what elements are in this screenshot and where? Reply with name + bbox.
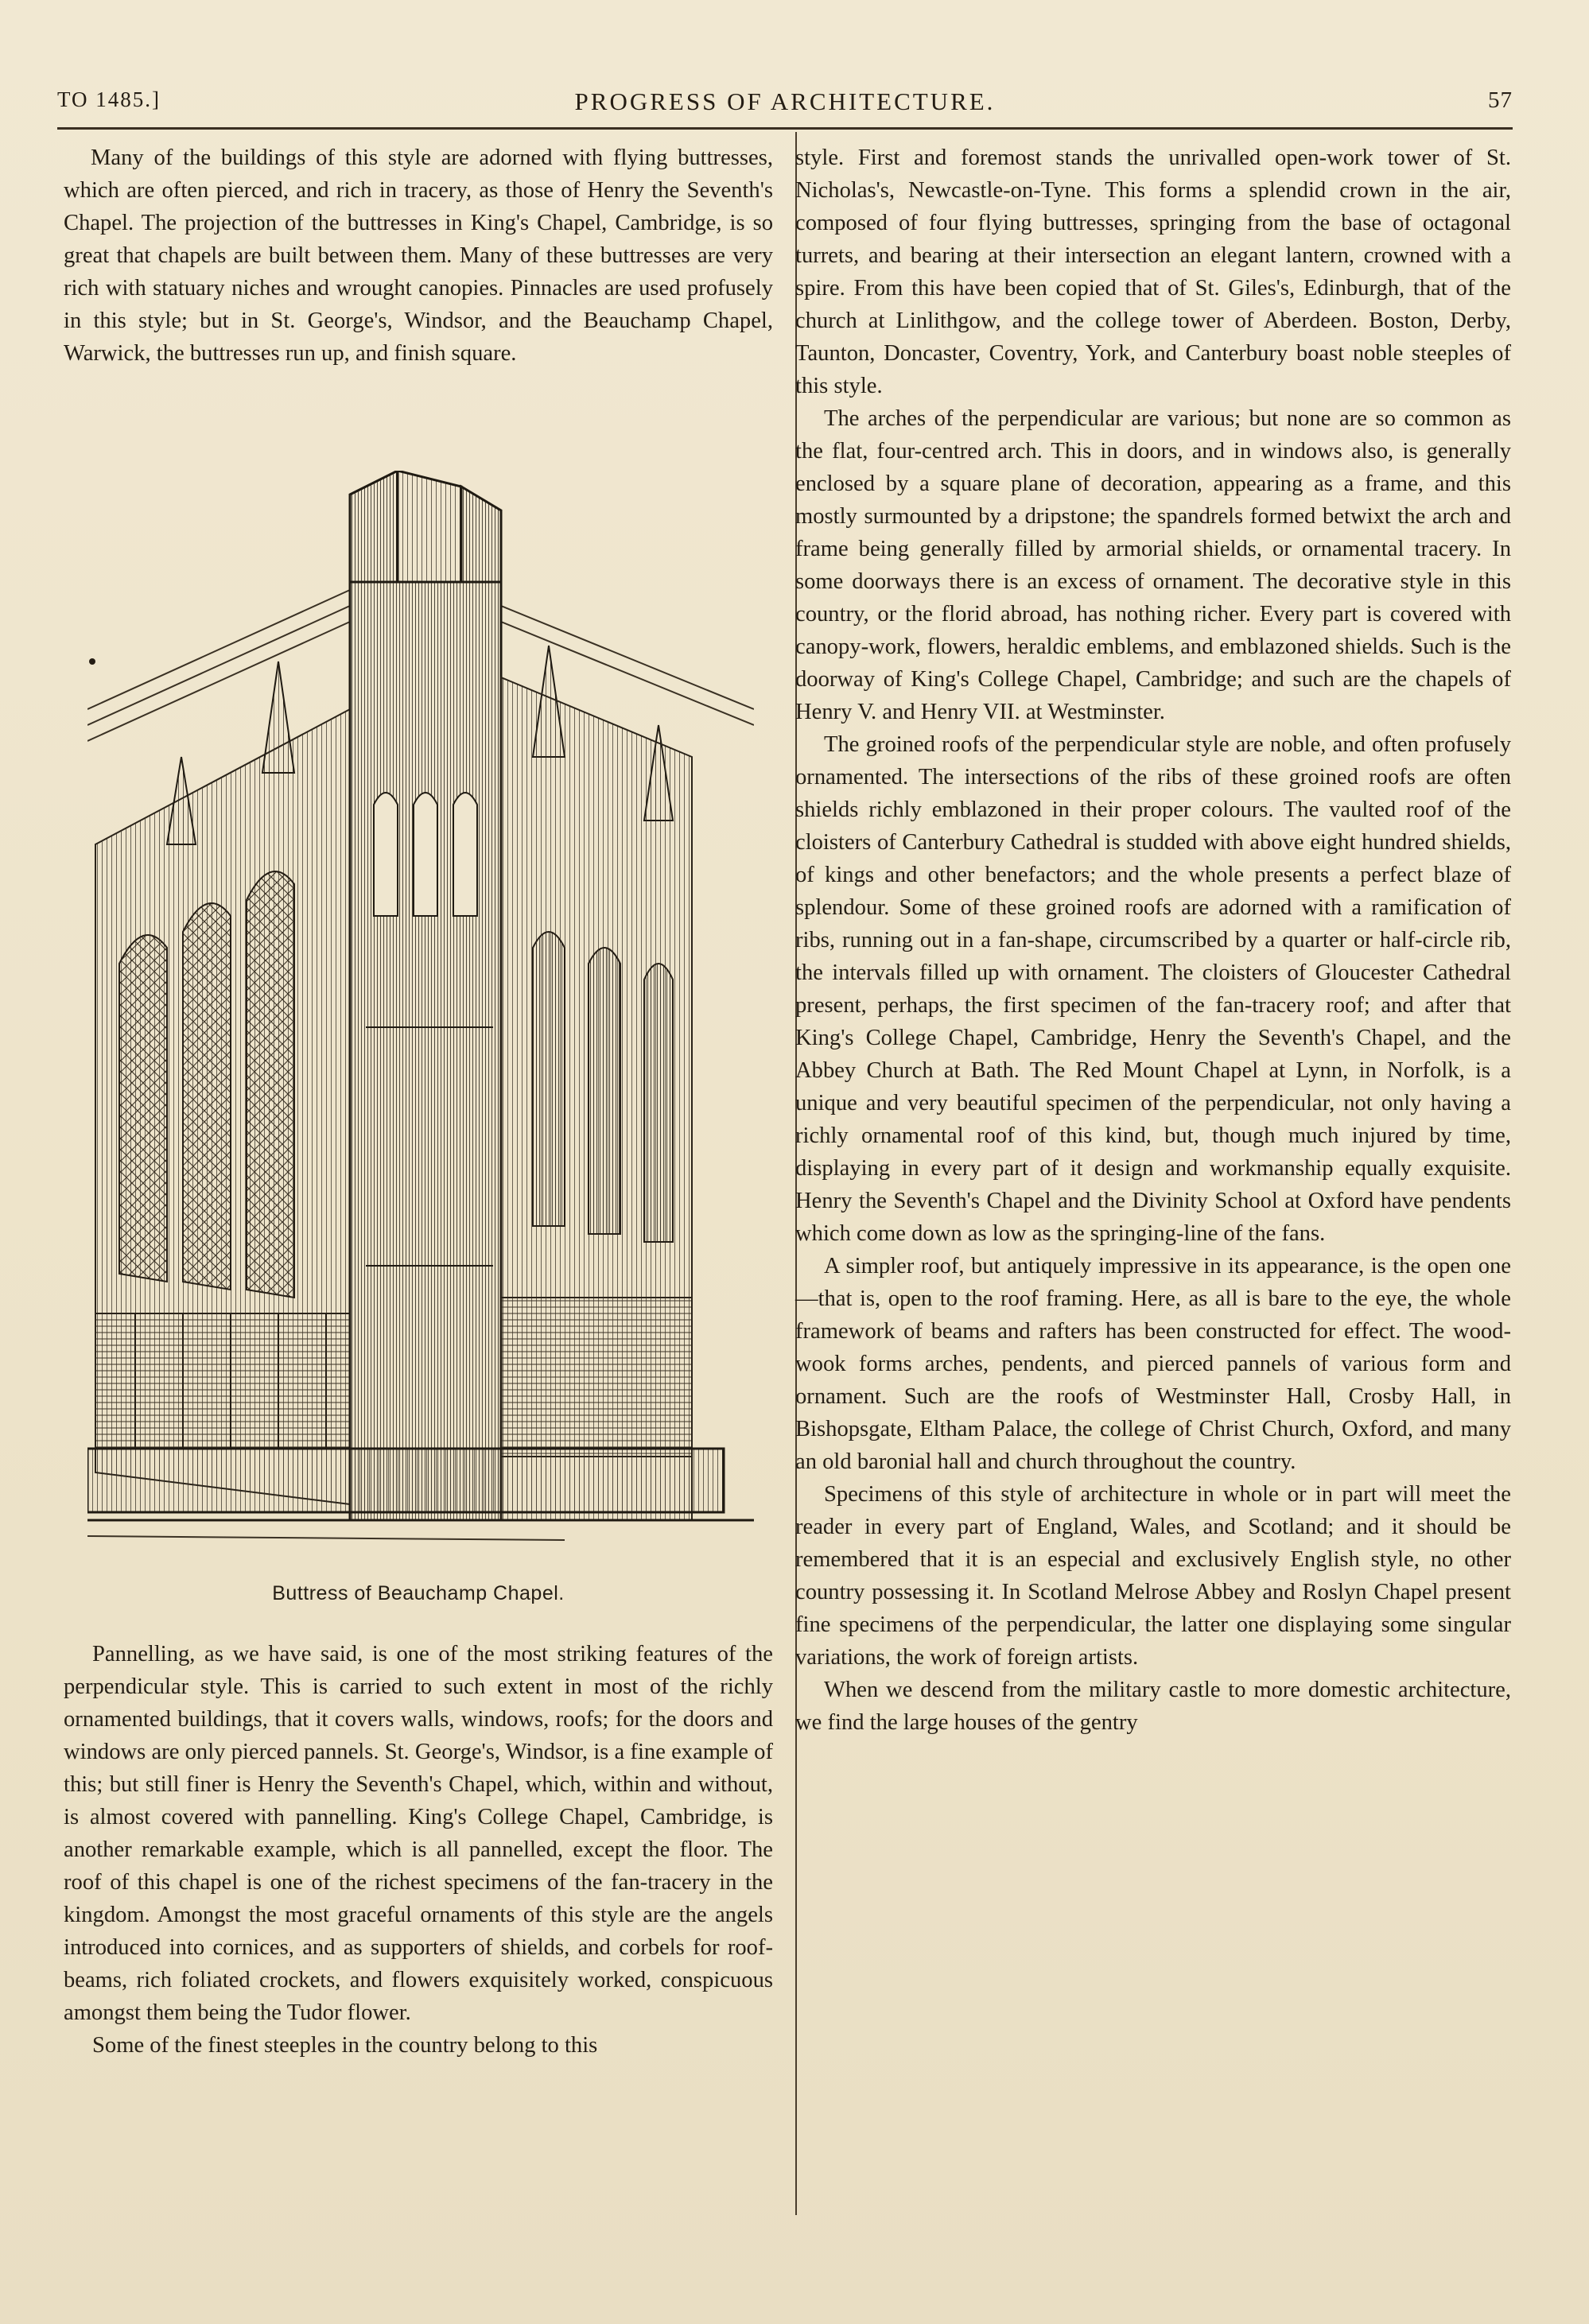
buttress-woodcut-image (87, 471, 754, 1568)
figure-caption: Buttress of Beauchamp Chapel. (272, 1582, 565, 1604)
left-column-lower (64, 1638, 773, 2062)
right-paragraph-6: When we descend from the military castle to more domestic architecture, we find the large houses of the gentry (795, 1678, 1511, 1735)
running-header (57, 87, 1513, 122)
header-rule (57, 127, 1513, 130)
right-column (795, 142, 1511, 1739)
buttress-illustration (87, 471, 754, 1568)
right-paragraph-1: style. First and foremost stands the unrivalled open-work tower of St. Nicholas's, Newcastle-on-Tyne. This forms a splendid crown in the air, composed of four flying buttresses, springing from the base of octagonal turrets, and bearing at their intersection an elegant lantern, crowned with a spire. From this have been copied that of St. Giles's, Edinburgh, that of the church at Linlithgow, and the college tower of Aberdeen. Boston, Derby, Taunton, Doncaster, Coventry, York, and Canterbury boast noble steeples of this style. (795, 145, 1511, 398)
right-paragraph-5: Specimens of this style of architecture in whole or in part will meet the reader in every part of England, Wales, and Scotland; and it should be remembered that it is an especial and exclusively English style, no other country possessing it. In Scotland Melrose Abbey and Roslyn Chapel present fine specimens of the perpendicular, the latter one displaying some singular variations, the work of foreign artists. (795, 1482, 1511, 1670)
page-number: 57 (1488, 87, 1513, 113)
header-date-range: TO 1485.] (57, 87, 161, 111)
right-paragraph-3: The groined roofs of the perpendicular style are noble, and often profusely ornamented. The intersections of the ribs of these groined roofs are often shields richly emblazoned in their proper colours. The vaulted roof of the cloisters of Canterbury Cathedral is studded with above eight hundred shields, of kings and other benefactors; and the whole presents a perfect blaze of splendour. Some of these groined roofs are adorned with a ramification of ribs, running out in a fan-shape, circumscribed by a quarter or half-circle rib, the intervals filled up with ornament. The cloisters of Gloucester Cathedral present, perhaps, the first specimen of the fan-tracery roof; and after that King's College Chapel, Cambridge, Henry the Seventh's Chapel, and the Abbey Church at Bath. The Red Mount Chapel at Lynn, in Norfolk, is a unique and very beautiful specimen of the perpendicular, not only having a richly ornamental roof of this kind, but, though much injured by time, displaying in every part of it design and workmanship equally exquisite. Henry the Seventh's Chapel and the Divinity School at Oxford have pendents which come down as low as the springing-line of the fans. (795, 732, 1511, 1246)
left-paragraph-3: Some of the finest steeples in the country belong to this (92, 2033, 598, 2058)
header-title: PROGRESS OF ARCHITECTURE. (574, 87, 996, 115)
left-column-upper (64, 142, 773, 370)
left-paragraph-2: Pannelling, as we have said, is one of the most striking features of the perpendicular style. This is carried to such extent in most of the richly ornamented buildings, that it covers walls, windows, roofs; for the doors and windows are only pierced pannels. St. George's, Windsor, is a fine example of this; but still finer is Henry the Seventh's Chapel, which, within and without, is almost covered with pannelling. King's College Chapel, Cambridge, is another remarkable example, which is all pannelled, except the floor. The roof of this chapel is one of the richest specimens of the fan-tracery in the kingdom. Amongst the most graceful ornaments of this style are the angels introduced into cornices, and as supporters of shields, and corbels for roof-beams, rich foliated crockets, and flowers exquisitely worked, conspicuous amongst them being the Tudor flower. (64, 1642, 773, 2025)
left-paragraph-1: Many of the buildings of this style are adorned with flying buttresses, which are often pierced, and rich in tracery, as those of Henry the Seventh's Chapel. The projection of the buttresses in King's Chapel, Cambridge, is so great that chapels are built between them. Many of these buttresses are very rich with statuary niches and wrought canopies. Pinnacles are used profusely in this style; but in St. George's, Windsor, and the Beauchamp Chapel, Warwick, the buttresses run up, and finish square. (64, 145, 773, 366)
right-paragraph-2: The arches of the perpendicular are various; but none are so common as the flat, four-centred arch. This in doors, and in windows also, is generally enclosed by a square plane of decoration, appearing as a frame, and this mostly surmounted by a dripstone; the spandrels formed betwixt the arch and frame being generally filled by armorial shields, or ornamental tracery. In some doorways there is an excess of ornament. The decorative style in this country, or the florid abroad, has nothing richer. Every part is covered with canopy-work, flowers, heraldic emblems, and emblazoned shields. Such is the doorway of King's College Chapel, Cambridge; and such are the chapels of Henry V. and Henry VII. at Westminster. (795, 406, 1511, 724)
right-paragraph-4: A simpler roof, but antiquely impressive in its appearance, is the open one—that is, open to the roof framing. Here, as all is bare to the eye, the whole framework of beams and rafters has been constructed for effect. The wood-wook forms arches, pendents, and pierced pannels of various form and ornament. Such are the roofs of Westminster Hall, Crosby Hall, in Bishopsgate, Eltham Palace, the college of Christ Church, Oxford, and many an old baronial hall and church throughout the country. (795, 1254, 1511, 1474)
